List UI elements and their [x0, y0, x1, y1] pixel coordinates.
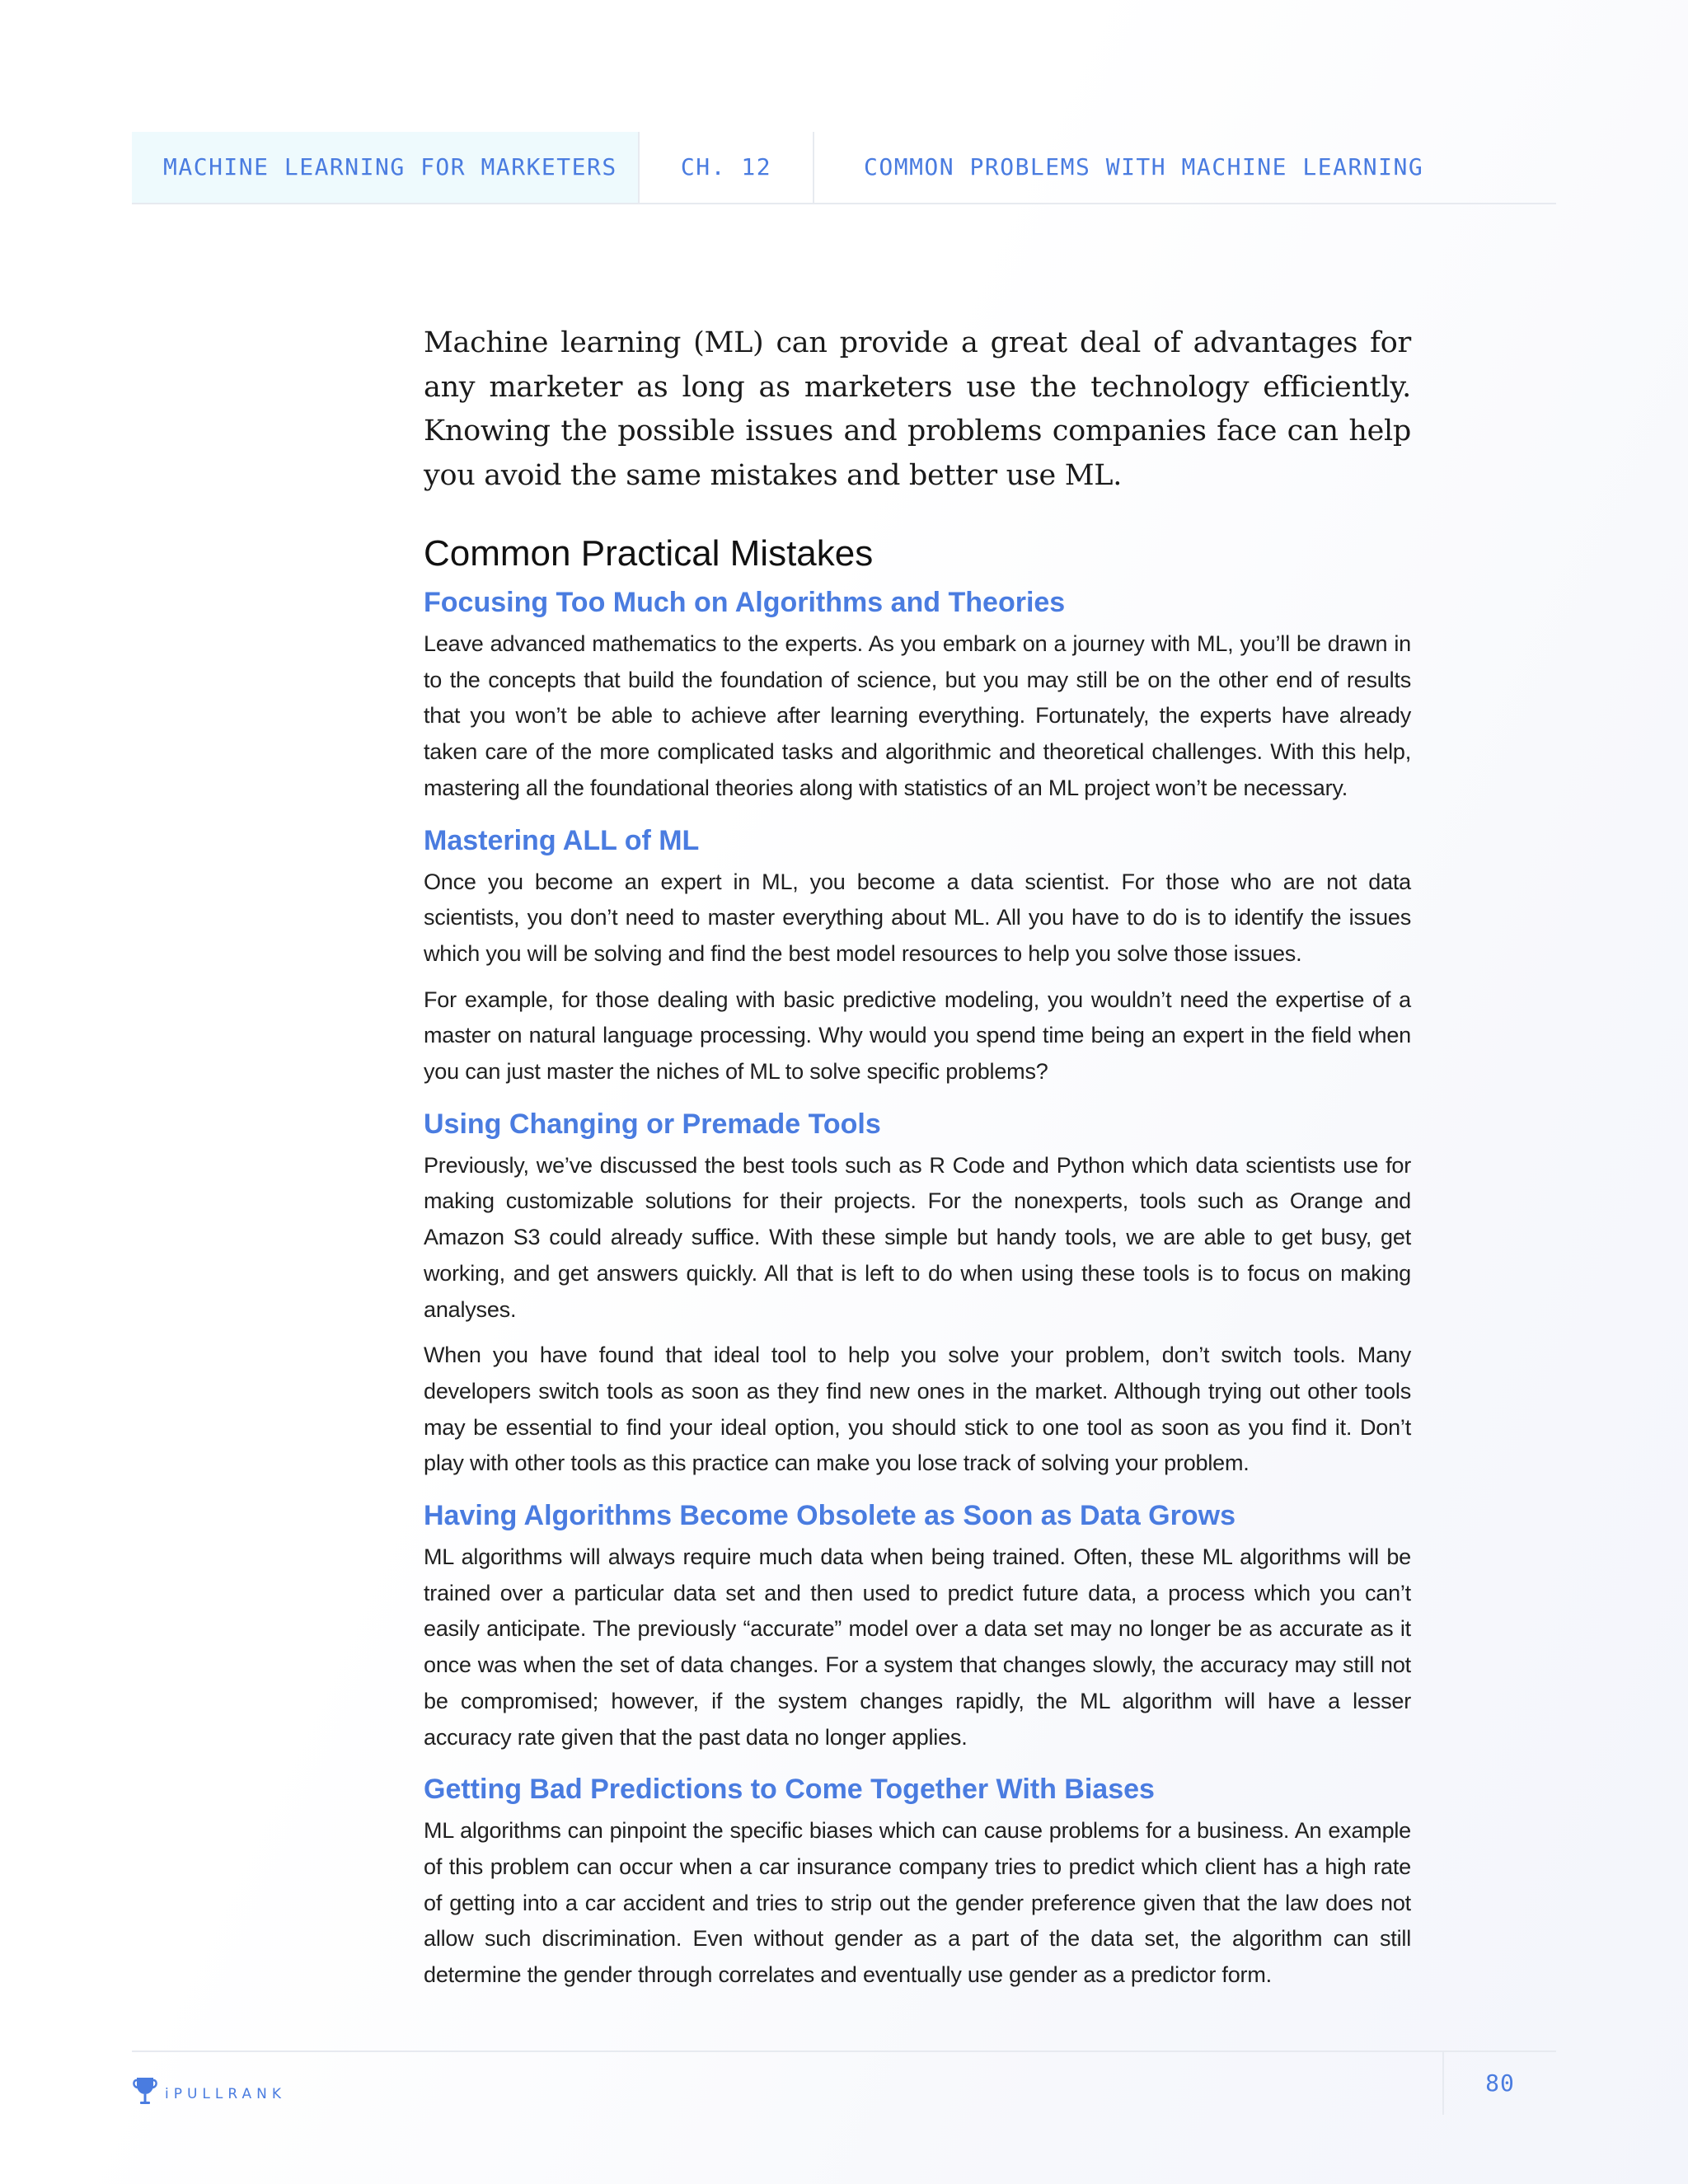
- page-number: 80: [1485, 2069, 1515, 2097]
- body-paragraph: Once you become an expert in ML, you become a data scientist. For those who are not data scientists, you don’t need to master everything about ML. All you have to do is to identify the issues which you will be solving and find the best model resources to help you solve those issues.: [424, 869, 1411, 966]
- running-header: [132, 132, 1556, 204]
- subsection-heading: Using Changing or Premade Tools: [424, 1108, 881, 1140]
- body-paragraph: ML algorithms will always require much data when being trained. Often, these ML algorithms will be trained over a particular data set and then used to predict future data, a process which you can’t easily anticipate. The previously “accurate” model over a data set may no longer be as accurate as it once was when the set of data changes. For a system that changes slowly, the accuracy may still not be compromised; however, if the system changes rapidly, the ML algorithm will have a lesser accuracy rate given that the past data no longer applies.: [424, 1544, 1411, 1750]
- main-content: [424, 321, 1411, 2004]
- body-paragraph: When you have found that ideal tool to help you solve your problem, don’t switch tools. Many developers switch tools as soon as they find new ones in the market. Although trying out other tools may be essential to find your ideal option, you should stick to one tool as soon as you find it. Don’t play with other tools as this practice can make you lose track of solving your problem.: [424, 1343, 1411, 1476]
- book-title: MACHINE LEARNING FOR MARKETERS: [132, 132, 638, 203]
- intro-paragraph: Machine learning (ML) can provide a great deal of advantages for any marketer as long as marketers use the technology efficiently. Knowing the possible issues and problems companies face can help you avoid the same mistakes and better use ML.: [424, 326, 1411, 492]
- section-heading: Common Practical Mistakes: [424, 533, 874, 574]
- subsection-heading: Having Algorithms Become Obsolete as Soon as Data Grows: [424, 1500, 1236, 1532]
- body-paragraph: For example, for those dealing with basic predictive modeling, you wouldn’t need the expertise of a master on natural language processing. Why would you spend time being an expert in the field when you can just master the niches of ML to solve specific problems?: [424, 987, 1411, 1085]
- page-footer: [132, 2050, 1556, 2126]
- body-paragraph: Leave advanced mathematics to the experts. As you embark on a journey with ML, you’ll be drawn in to the concepts that build the foundation of science, but you may still be on the other end of results that you won’t be able to achieve after learning everything. Fortunately, the experts have already taken care of the more complicated tasks and algorithmic and theoretical challenges. With this help, mastering all the foundational theories along with statistics of an ML project won’t be necessary.: [424, 631, 1411, 800]
- chapter-number: CH. 12: [638, 132, 813, 203]
- subsection-heading: Focusing Too Much on Algorithms and Theories: [424, 587, 1066, 618]
- trophy-icon: [132, 2075, 158, 2108]
- subsection-heading: Mastering ALL of ML: [424, 824, 700, 856]
- logo-wordmark: iPULLRANK: [165, 2086, 286, 2102]
- body-paragraph: ML algorithms can pinpoint the specific biases which can cause problems for a business. An example of this problem can occur when a car insurance company tries to predict which client has a high rate of getting into a car accident and tries to strip out the gender preference given that the law does not allow such discrimination. Even without gender as a part of the data set, the algorithm can still determine the gender through correlates and eventually use gender as a predictor form.: [424, 1818, 1411, 1988]
- subsection-heading: Getting Bad Predictions to Come Together With Biases: [424, 1774, 1155, 1806]
- ipullrank-logo[interactable]: [132, 2075, 286, 2108]
- chapter-title: COMMON PROBLEMS WITH MACHINE LEARNING: [813, 132, 1556, 203]
- body-paragraph: Previously, we’ve discussed the best tools such as R Code and Python which data scientists use for making customizable solutions for their projects. For the nonexperts, tools such as Orange and Amazon S3 could already suffice. With these simple but handy tools, we are able to get busy, get working, and get answers quickly. All that is left to do when using these tools is to focus on making analyses.: [424, 1152, 1411, 1322]
